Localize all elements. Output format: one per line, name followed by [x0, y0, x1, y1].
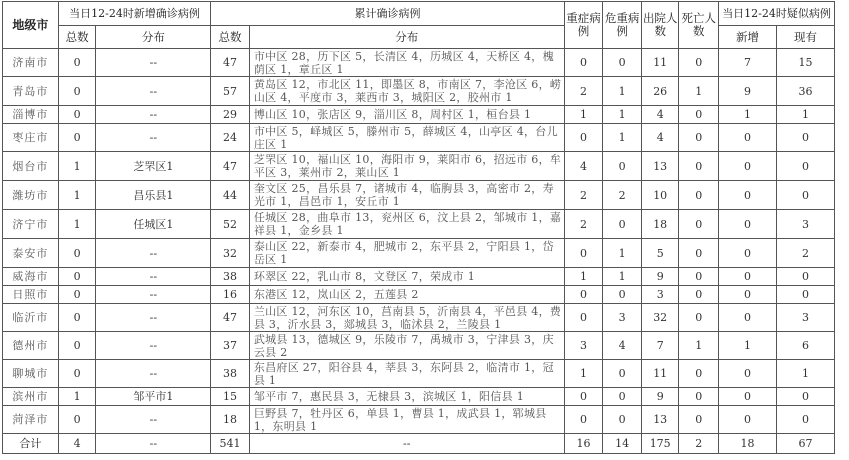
susp-new: 0	[719, 268, 777, 286]
discharged: 11	[641, 49, 679, 77]
deaths: 0	[679, 388, 719, 406]
city-name: 济宁市	[3, 210, 59, 239]
severe: 16	[564, 434, 603, 454]
susp-current: 0	[776, 406, 834, 434]
susp-new: 0	[719, 388, 777, 406]
new-total: 1	[58, 181, 96, 210]
table-row	[3, 332, 835, 360]
city-name: 德州市	[3, 332, 59, 360]
new-dist: --	[96, 332, 211, 360]
cum-total: 38	[211, 360, 250, 388]
cum-dist: 邹平市 7，惠民县 3，无棣县 3，滨城区 1，阳信县 1	[249, 388, 564, 406]
severe: 0	[564, 286, 603, 304]
city-name: 滨州市	[3, 388, 59, 406]
deaths: 0	[679, 152, 719, 181]
cum-total: 18	[211, 406, 250, 434]
discharged: 4	[641, 124, 679, 152]
table-row	[3, 210, 835, 239]
discharged: 7	[641, 332, 679, 360]
new-total: 4	[58, 434, 96, 454]
cum-dist: 巨野县 7，牡丹区 6，单县 1，曹县 1，成武县 1，郓城县 1，东明县 1	[249, 406, 564, 434]
new-dist: --	[96, 406, 211, 434]
susp-current: 1	[776, 360, 834, 388]
susp-new: 0	[719, 360, 777, 388]
cum-dist: 市中区 28，历下区 5，长清区 4，历城区 4，天桥区 4，槐荫区 1，章丘区 1	[249, 49, 564, 77]
new-total: 0	[58, 360, 96, 388]
cum-dist: --	[249, 434, 564, 454]
new-total: 1	[58, 152, 96, 181]
deaths: 0	[679, 304, 719, 332]
cum-total: 38	[211, 268, 250, 286]
new-dist: 任城区1	[96, 210, 211, 239]
new-total: 0	[58, 49, 96, 77]
header-cumulative-group: 累计确诊病例	[211, 2, 565, 26]
deaths: 0	[679, 181, 719, 210]
cum-dist: 泰山区 22，新泰市 4，肥城市 2，东平县 2，宁阳县 1，岱岳区 1	[249, 239, 564, 268]
susp-current: 15	[776, 49, 834, 77]
new-total: 0	[58, 239, 96, 268]
deaths: 0	[679, 106, 719, 124]
header-new-group: 当日12-24时新增确诊病例	[58, 2, 210, 26]
header-discharged: 出院人数	[641, 2, 679, 49]
critical: 14	[603, 434, 642, 454]
susp-current: 6	[776, 332, 834, 360]
new-dist: --	[96, 268, 211, 286]
susp-new: 0	[719, 406, 777, 434]
header-deaths: 死亡人数	[679, 2, 719, 49]
city-name: 临沂市	[3, 304, 59, 332]
cum-total: 24	[211, 124, 250, 152]
cum-dist: 任城区 28，曲阜市 13，兖州区 6，汶上县 2，邹城市 1，嘉祥县 1，金乡县 1	[249, 210, 564, 239]
new-dist: --	[96, 286, 211, 304]
new-total: 0	[58, 268, 96, 286]
table-row	[3, 106, 835, 124]
new-dist: --	[96, 49, 211, 77]
new-dist: --	[96, 124, 211, 152]
cum-total: 57	[211, 77, 250, 106]
severe: 3	[564, 332, 603, 360]
susp-current: 0	[776, 181, 834, 210]
city-name: 济南市	[3, 49, 59, 77]
new-total: 0	[58, 304, 96, 332]
table-row	[3, 268, 835, 286]
header-critical: 危重病例	[603, 2, 642, 49]
susp-current: 0	[776, 388, 834, 406]
critical: 0	[603, 152, 642, 181]
susp-new: 0	[719, 152, 777, 181]
cum-dist: 兰山区 12，河东区 10，莒南县 5，沂南县 4，平邑县 4，费县 3，沂水县 3，郯城县 3，临沭县 2，兰陵县 1	[249, 304, 564, 332]
deaths: 0	[679, 239, 719, 268]
deaths: 0	[679, 210, 719, 239]
cum-dist: 东昌府区 27，阳谷县 4，莘县 3，东阿县 2，临清市 1，冠县 1	[249, 360, 564, 388]
deaths: 0	[679, 268, 719, 286]
new-total: 0	[58, 106, 96, 124]
discharged: 13	[641, 152, 679, 181]
new-dist: 芝罘区1	[96, 152, 211, 181]
susp-new: 7	[719, 49, 777, 77]
critical: 1	[603, 124, 642, 152]
discharged: 13	[641, 406, 679, 434]
discharged: 10	[641, 181, 679, 210]
severe: 0	[564, 239, 603, 268]
table-row	[3, 239, 835, 268]
table-row	[3, 181, 835, 210]
city-name: 烟台市	[3, 152, 59, 181]
cum-dist: 环翠区 22，乳山市 8，文登区 7，荣成市 1	[249, 268, 564, 286]
cum-total: 47	[211, 152, 250, 181]
cum-total: 37	[211, 332, 250, 360]
header-cum-total: 总数	[211, 26, 250, 49]
deaths: 0	[679, 286, 719, 304]
susp-new: 0	[719, 239, 777, 268]
new-dist: --	[96, 434, 211, 454]
severe: 0	[564, 124, 603, 152]
critical: 1	[603, 239, 642, 268]
cum-dist: 芝罘区 10，福山区 10，海阳市 9，莱阳市 6，招远市 6，牟平区 3，莱州市 2，莱山区 1	[249, 152, 564, 181]
city-name: 聊城市	[3, 360, 59, 388]
header-city: 地级市	[3, 2, 59, 49]
discharged: 18	[641, 210, 679, 239]
cum-total: 541	[211, 434, 250, 454]
susp-new: 0	[719, 124, 777, 152]
critical: 2	[603, 181, 642, 210]
susp-new: 1	[719, 332, 777, 360]
cum-dist: 博山区 10，张店区 9，淄川区 8，周村区 1，桓台县 1	[249, 106, 564, 124]
discharged: 9	[641, 268, 679, 286]
header-susp-current: 现有	[776, 26, 834, 49]
table-row	[3, 360, 835, 388]
cum-total: 47	[211, 304, 250, 332]
susp-current: 67	[776, 434, 834, 454]
severe: 4	[564, 152, 603, 181]
new-dist: 邹平市1	[96, 388, 211, 406]
cum-total: 16	[211, 286, 250, 304]
new-dist: --	[96, 304, 211, 332]
cum-total: 47	[211, 49, 250, 77]
susp-new: 0	[719, 210, 777, 239]
susp-current: 3	[776, 304, 834, 332]
header-suspected-group: 当日12-24时疑似病例	[719, 2, 835, 26]
critical: 1	[603, 268, 642, 286]
header-new-total: 总数	[58, 26, 96, 49]
critical: 0	[603, 406, 642, 434]
cum-total: 32	[211, 239, 250, 268]
susp-new: 0	[719, 304, 777, 332]
table-row	[3, 124, 835, 152]
severe: 0	[564, 49, 603, 77]
cum-total: 44	[211, 181, 250, 210]
severe: 2	[564, 77, 603, 106]
new-dist: --	[96, 239, 211, 268]
city-name: 淄博市	[3, 106, 59, 124]
table-row	[3, 388, 835, 406]
covid-cases-table	[2, 1, 835, 454]
discharged: 5	[641, 239, 679, 268]
critical: 0	[603, 210, 642, 239]
new-total: 1	[58, 388, 96, 406]
cum-total: 29	[211, 106, 250, 124]
severe: 0	[564, 304, 603, 332]
header-cum-dist: 分布	[249, 26, 564, 49]
new-total: 0	[58, 77, 96, 106]
discharged: 11	[641, 360, 679, 388]
discharged: 26	[641, 77, 679, 106]
new-total: 0	[58, 286, 96, 304]
susp-current: 0	[776, 286, 834, 304]
susp-current: 2	[776, 239, 834, 268]
cum-total: 15	[211, 388, 250, 406]
severe: 1	[564, 268, 603, 286]
new-total: 0	[58, 124, 96, 152]
severe: 0	[564, 388, 603, 406]
susp-current: 3	[776, 210, 834, 239]
critical: 0	[603, 49, 642, 77]
severe: 1	[564, 360, 603, 388]
new-dist: --	[96, 77, 211, 106]
discharged: 3	[641, 286, 679, 304]
deaths: 0	[679, 124, 719, 152]
city-name: 菏泽市	[3, 406, 59, 434]
deaths: 1	[679, 77, 719, 106]
critical: 0	[603, 360, 642, 388]
cum-dist: 市中区 5，峄城区 5，滕州市 5，薛城区 4，山亭区 4，台儿庄区 1	[249, 124, 564, 152]
city-name: 威海市	[3, 268, 59, 286]
table-row	[3, 77, 835, 106]
discharged: 32	[641, 304, 679, 332]
table-row	[3, 49, 835, 77]
table-row	[3, 406, 835, 434]
new-dist: --	[96, 360, 211, 388]
deaths: 2	[679, 434, 719, 454]
new-dist: --	[96, 106, 211, 124]
critical: 3	[603, 304, 642, 332]
new-dist: 昌乐县1	[96, 181, 211, 210]
severe: 0	[564, 406, 603, 434]
city-name: 泰安市	[3, 239, 59, 268]
new-total: 1	[58, 210, 96, 239]
table-row	[3, 304, 835, 332]
city-name: 潍坊市	[3, 181, 59, 210]
cum-dist: 武城县 13，德城区 9，乐陵市 7，禹城市 3，宁津县 3，庆云县 2	[249, 332, 564, 360]
header-new-dist: 分布	[96, 26, 211, 49]
susp-current: 0	[776, 268, 834, 286]
susp-new: 9	[719, 77, 777, 106]
cum-dist: 黄岛区 12，市北区 11，即墨区 8，市南区 7，李沧区 6，崂山区 4，平度市 3，莱西市 3，城阳区 2，胶州市 1	[249, 77, 564, 106]
susp-current: 0	[776, 124, 834, 152]
deaths: 0	[679, 49, 719, 77]
header-susp-new: 新增	[719, 26, 777, 49]
susp-new: 1	[719, 106, 777, 124]
header-severe: 重症病例	[564, 2, 603, 49]
total-label: 合计	[3, 434, 59, 454]
critical: 0	[603, 286, 642, 304]
susp-current: 0	[776, 152, 834, 181]
susp-new: 0	[719, 181, 777, 210]
critical: 1	[603, 77, 642, 106]
cum-dist: 东港区 12，岚山区 2，五莲县 2	[249, 286, 564, 304]
cum-dist: 奎文区 25，昌乐县 7，诸城市 4，临朐县 3，高密市 2，寿光市 1，昌邑市 1，安丘市 1	[249, 181, 564, 210]
total-row	[3, 434, 835, 454]
severe: 1	[564, 106, 603, 124]
susp-new: 18	[719, 434, 777, 454]
critical: 1	[603, 106, 642, 124]
susp-current: 1	[776, 106, 834, 124]
table-row	[3, 286, 835, 304]
susp-new: 0	[719, 286, 777, 304]
discharged: 4	[641, 106, 679, 124]
susp-current: 36	[776, 77, 834, 106]
new-total: 0	[58, 332, 96, 360]
discharged: 175	[641, 434, 679, 454]
city-name: 枣庄市	[3, 124, 59, 152]
critical: 0	[603, 388, 642, 406]
critical: 4	[603, 332, 642, 360]
discharged: 9	[641, 388, 679, 406]
city-name: 青岛市	[3, 77, 59, 106]
severe: 2	[564, 210, 603, 239]
severe: 2	[564, 181, 603, 210]
city-name: 日照市	[3, 286, 59, 304]
deaths: 0	[679, 360, 719, 388]
deaths: 0	[679, 406, 719, 434]
new-total: 0	[58, 406, 96, 434]
table-row	[3, 152, 835, 181]
deaths: 1	[679, 332, 719, 360]
cum-total: 52	[211, 210, 250, 239]
